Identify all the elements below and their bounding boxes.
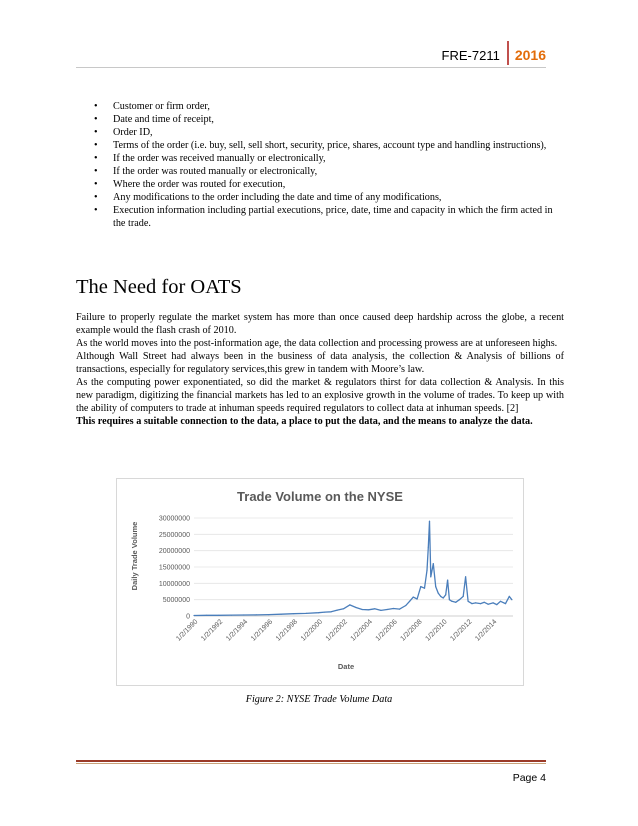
x-tick-label: 1/2/1994 (225, 618, 250, 643)
course-code: FRE-7211 (441, 48, 500, 63)
page-number: Page 4 (512, 772, 546, 784)
x-tick-label: 1/2/2000 (299, 618, 325, 643)
data-point (424, 588, 425, 589)
data-point (488, 604, 489, 605)
data-point (368, 609, 369, 610)
data-point (475, 602, 476, 603)
section-heading: The Need for OATS (76, 276, 242, 298)
chart-svg (117, 479, 523, 685)
data-point (471, 603, 472, 604)
data-point (399, 609, 400, 610)
data-point (449, 599, 450, 600)
list-item: • Order ID, (94, 127, 153, 138)
data-point (306, 613, 307, 614)
header-year: 2016 (514, 47, 546, 63)
data-point (193, 615, 194, 616)
list-item: • Customer or firm order, (94, 101, 210, 112)
x-axis-label: Date (337, 662, 355, 671)
list-item: • Execution information including partial executions, price, date, time and capacity in which the firm acted in the trade. (94, 205, 553, 229)
y-tick-label: 30000000 (158, 515, 190, 523)
data-point (426, 570, 427, 571)
data-point (218, 615, 219, 616)
chart-title: Trade Volume on the NYSE (237, 489, 403, 504)
bullet-icon: • (94, 114, 98, 125)
data-point (445, 594, 446, 595)
data-point (349, 604, 350, 605)
bullet-icon: • (94, 127, 98, 138)
data-point (500, 601, 501, 602)
data-point (463, 596, 464, 597)
data-point (428, 547, 429, 548)
data-point (451, 601, 452, 602)
data-point (430, 576, 431, 577)
series-line (194, 521, 512, 615)
data-point (337, 610, 338, 611)
data-point (455, 602, 456, 603)
data-point (420, 586, 421, 587)
data-point (511, 599, 512, 600)
data-point (429, 521, 430, 522)
data-point (509, 596, 510, 597)
x-tick-label: 1/2/2008 (399, 618, 424, 643)
data-point (362, 609, 363, 610)
data-point (387, 609, 388, 610)
header-rule (76, 67, 546, 68)
bullet-icon: • (94, 140, 98, 151)
bullet-icon: • (94, 166, 98, 177)
section-body (76, 311, 564, 428)
data-point (438, 593, 439, 594)
data-point (243, 614, 244, 615)
data-point (355, 607, 356, 608)
x-tick-label: 1/2/1996 (249, 618, 275, 643)
data-point (318, 612, 319, 613)
x-tick-label: 1/2/2002 (324, 618, 349, 643)
bullet-icon: • (94, 205, 98, 216)
data-point (440, 596, 441, 597)
data-point (465, 576, 466, 577)
data-point (443, 597, 444, 598)
x-tick-label: 1/2/2014 (474, 618, 499, 643)
bullet-icon: • (94, 192, 98, 203)
data-point (281, 614, 282, 615)
data-point (447, 580, 448, 581)
data-point (496, 604, 497, 605)
data-point (374, 608, 375, 609)
data-point (435, 586, 436, 587)
y-tick-label: 20000000 (158, 548, 190, 556)
bullet-icon: • (94, 153, 98, 164)
data-point (343, 608, 344, 609)
bold-paragraph: This requires a suitable connection to the data, a place to put the data, and the means to analyze the data. (76, 416, 533, 427)
data-point (324, 612, 325, 613)
bullet-icon: • (94, 101, 98, 112)
data-point (231, 615, 232, 616)
x-tick-label: 1/2/2012 (449, 618, 474, 643)
list-item: • If the order was received manually or electronically, (94, 153, 326, 164)
data-point (484, 602, 485, 603)
data-point (417, 598, 418, 599)
data-point (405, 605, 406, 606)
y-tick-label: 5000000 (162, 597, 190, 605)
paragraph: Although Wall Street had always been in the business of data analysis, the collection & Analysis of billions of transactions, especially for regulatory services,this grew in tandem with Moore’s law. (76, 351, 564, 375)
data-point (206, 615, 207, 616)
list-item: • Any modifications to the order including the date and time of any modifications, (94, 192, 442, 203)
list-item: • Date and time of receipt, (94, 114, 214, 125)
list-item: • Terms of the order (i.e. buy, sell, sell short, security, price, shares, account type and handling instructions), (94, 140, 547, 151)
list-item: • Where the order was routed for execution, (94, 179, 286, 190)
data-point (409, 601, 410, 602)
data-point (293, 613, 294, 614)
footer-rule (76, 760, 546, 762)
data-point (459, 599, 460, 600)
data-point (468, 601, 469, 602)
x-tick-label: 1/2/1998 (274, 618, 300, 643)
y-tick-label: 15000000 (158, 564, 190, 572)
x-tick-label: 1/2/1990 (175, 618, 200, 643)
bullet-list (94, 100, 564, 230)
data-point (331, 611, 332, 612)
x-tick-label: 1/2/2004 (349, 618, 374, 643)
data-point (268, 614, 269, 615)
data-point (493, 602, 494, 603)
data-point (433, 563, 434, 564)
data-point (393, 608, 394, 609)
y-tick-label: 25000000 (158, 531, 190, 539)
paragraph: As the computing power exponentiated, so did the market & regulators thirst for data collection & Analysis. In this new paradigm, digitizing the financial markets has led to an explosive growth in the volume of trades. To keep up with the ability of computers to trade at inhuman speeds required regulators to collect data at inhuman speeds. [2] (76, 377, 564, 414)
list-item: • If the order was routed manually or electronically, (94, 166, 318, 177)
data-point (380, 610, 381, 611)
footer-rule-thin (76, 763, 546, 764)
figure-caption: Figure 2: NYSE Trade Volume Data (245, 694, 393, 705)
bullet-icon: • (94, 179, 98, 190)
data-point (413, 597, 414, 598)
y-axis-label: Daily Trade Volume (130, 521, 139, 591)
trade-volume-chart (116, 478, 524, 686)
data-point (505, 603, 506, 604)
page-header (442, 41, 546, 65)
x-tick-label: 1/2/1992 (200, 618, 225, 643)
paragraph: As the world moves into the post-information age, the data collection and processing prowess are at unforeseen highs. (76, 338, 558, 349)
x-tick-label: 1/2/2006 (374, 618, 399, 643)
x-tick-label: 1/2/2010 (424, 618, 449, 643)
y-tick-label: 0 (186, 613, 190, 621)
data-point (256, 614, 257, 615)
paragraph: Failure to properly regulate the market system has more than once caused deep hardship across the globe, a recent example would the flash crash of 2010. (76, 312, 564, 336)
y-tick-label: 10000000 (158, 580, 190, 588)
data-point (480, 603, 481, 604)
